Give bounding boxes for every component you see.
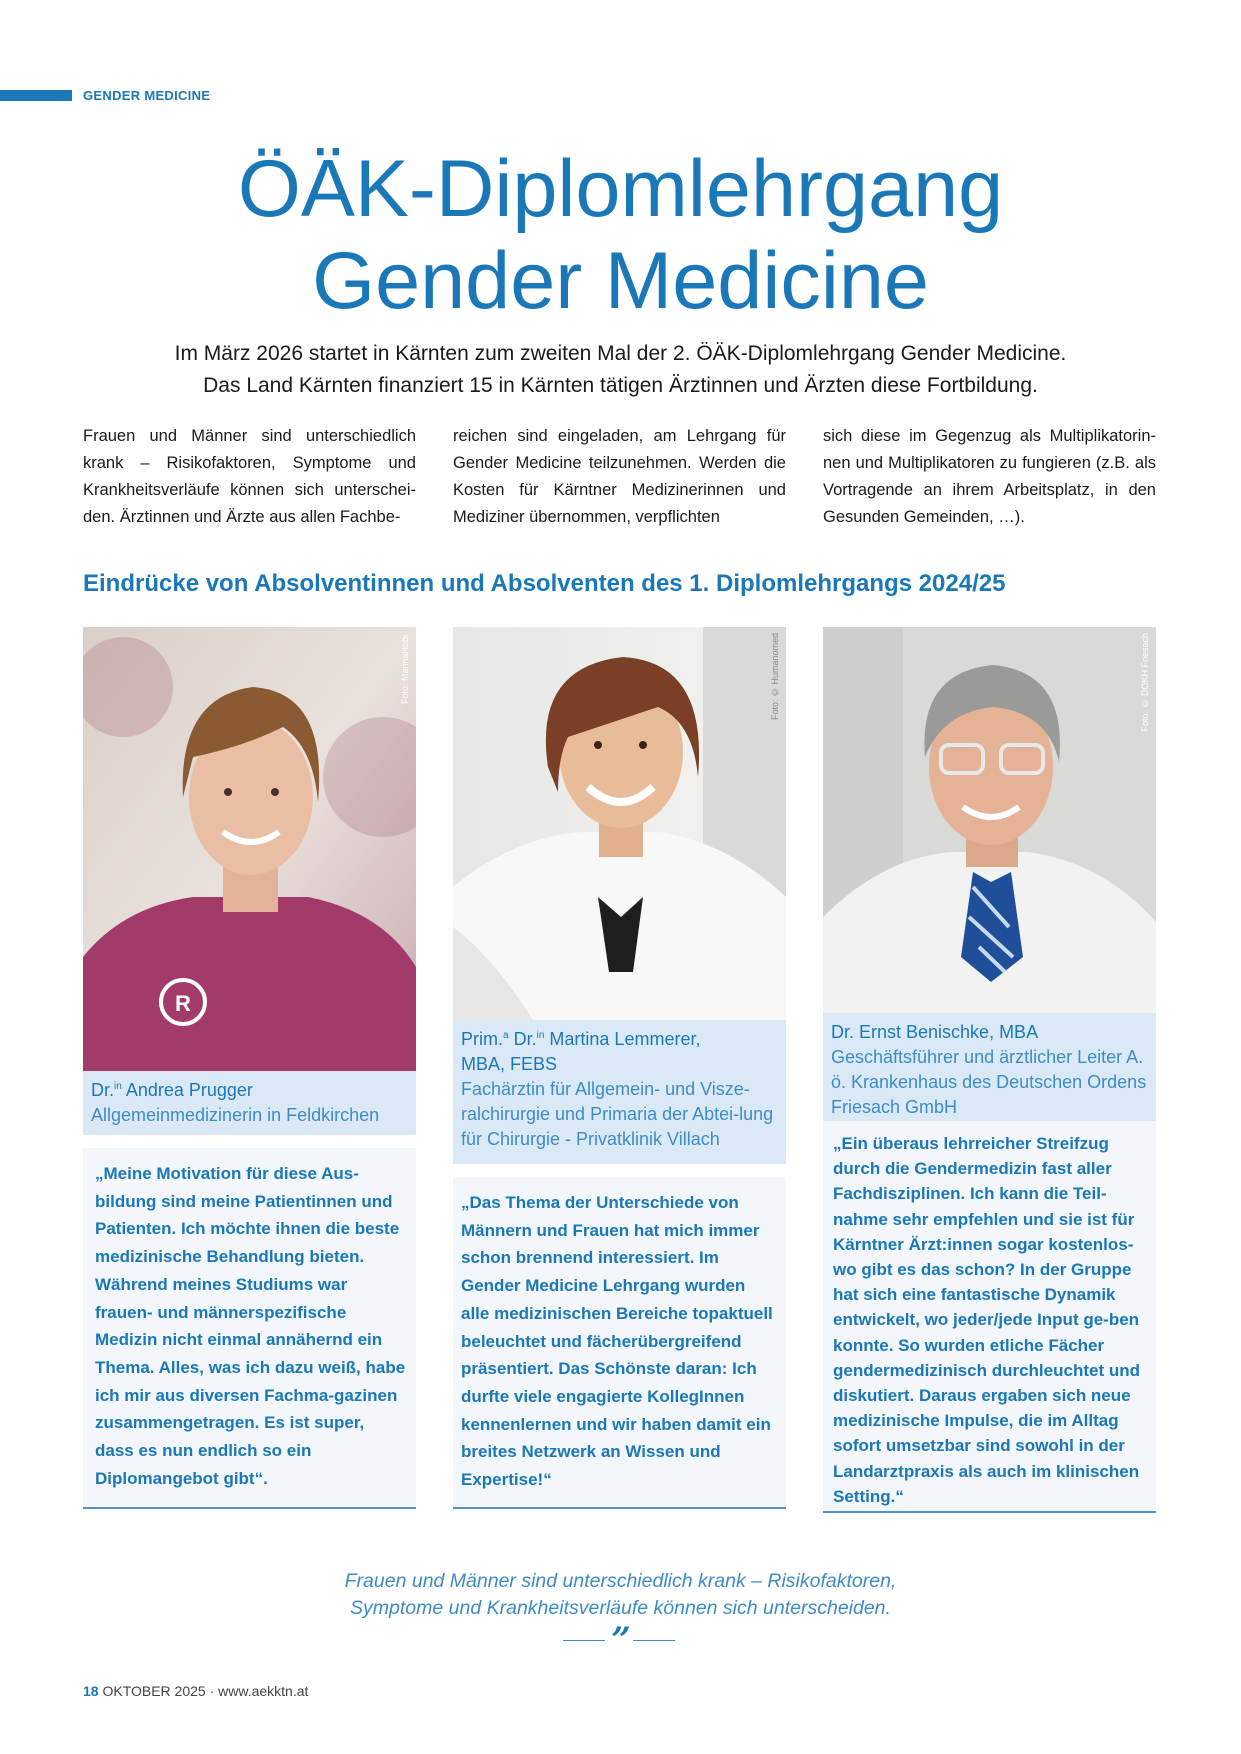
pull-quote-rule-right — [633, 1640, 675, 1641]
pull-quote-rule-left — [563, 1640, 605, 1641]
section-bar — [0, 90, 72, 101]
portrait-ernst-benischke — [823, 627, 1156, 1013]
quote-mark-icon: ” — [611, 1620, 631, 1660]
profile-3-name: Dr. Ernst Benischke, MBA — [831, 1022, 1039, 1042]
page-title — [0, 143, 1241, 327]
profile-2-name — [461, 1027, 778, 1052]
profile-2-name-text: Martina Lemmerer, — [549, 1029, 701, 1049]
profile-1-namebox — [83, 1071, 416, 1135]
profile-2-title-1: Prim. — [461, 1029, 503, 1049]
profile-2-name-line-2: MBA, FEBS — [461, 1054, 558, 1074]
profile-3-namebox — [823, 1013, 1156, 1121]
footer-text: OKTOBER 2025 · www.aekktn.at — [102, 1683, 309, 1699]
profile-1-quote: „Meine Motivation für diese Aus-bildung sind meine Patientinnen und Patienten. Ich möchte ihnen die beste medizinische Behandlung bieten. Während meines Studiums war frauen- und männerspezifische Medizin nicht einmal annähernd ein Thema. Alles, was ich dazu weiß, habe ich mir aus diversen Fachma-gazinen zusammengetragen. Es ist super, dass es nun endlich so ein Diplomangebot gibt“. — [83, 1148, 416, 1509]
portrait-andrea-prugger — [83, 627, 416, 1071]
lead-line-1: Im März 2026 startet in Kärnten zum zweiten Mal der 2. ÖÄK-Diplomlehrgang Gender Medicine. — [174, 342, 1067, 365]
profile-2-title-2: Dr. — [513, 1029, 537, 1049]
profile-1-title-sup: in — [114, 1081, 122, 1092]
photo-credit-1: Foto: MarinaHobi — [400, 635, 410, 705]
section-label: GENDER MEDICINE — [83, 88, 211, 103]
profile-2-namebox — [453, 1020, 786, 1164]
pull-quote-line-2: Symptome und Krankheitsverläufe können sich unterscheiden. — [350, 1597, 891, 1619]
intro-column-2: reichen sind eingeladen, am Lehrgang für Gender Medicine teilzunehmen. Werden die Kosten für Kärntner Medizinerinnen und Mediziner übernommen, verpflichten — [453, 427, 786, 526]
profile-2-title-sup-1: a — [503, 1030, 509, 1041]
profile-1-title: Dr. — [91, 1080, 115, 1100]
lead-line-2: Das Land Kärnten finanziert 15 in Kärnten tätigen Ärztinnen und Ärzten diese Fortbildung. — [203, 374, 1038, 397]
profile-1-role: Allgemeinmedizinerin in Feldkirchen — [91, 1105, 380, 1125]
profile-3-role: Geschäftsführer und ärztlicher Leiter A. ö. Krankenhaus des Deutschen Ordens Friesach GmbH — [831, 1047, 1147, 1117]
intro-column-3: sich diese im Gegenzug als Multiplikatorin-nen und Multiplikatoren zu fungieren (z.B. als Vortragende an ihrem Arbeitsplatz, in den Gesunden Gemeinden, …). — [823, 427, 1156, 526]
portrait-martina-lemmerer — [453, 627, 786, 1020]
profile-3-quote: „Ein überaus lehrreicher Streifzug durch die Gendermedizin fast aller Fachdisziplinen. Ich kann die Teil-nahme sehr empfehlen und sie ist für Kärntner Ärzt:innen sogar kostenlos-wo gibt es das schon? In der Gruppe hat sich eine fantastische Dynamik entwickelt, wo jeder/jede Input ge-ben konnte. So wurden etliche Fächer gendermedizinisch durchleuchtet und diskutiert. Daraus ergaben sich neue medizinische Impulse, die im Alltag sofort umsetzbar sind sowohl in der Landarztpraxis als auch im klinischen Setting.“ — [823, 1121, 1156, 1513]
svg-text:R: R — [175, 991, 191, 1016]
profile-2-role: Fachärztin für Allgemein- und Visze-ralchirurgie und Primaria der Abtei-lung für Chirurgie - Privatklinik Villach — [461, 1079, 774, 1149]
profile-2-title-sup-2: in — [536, 1030, 545, 1041]
page-title-line-1: ÖÄK-Diplomlehrgang — [237, 144, 1004, 234]
page-number: 18 — [83, 1683, 99, 1699]
pull-quote-line-1: Frauen und Männer sind unterschiedlich krank – Risikofaktoren, — [344, 1570, 897, 1592]
lead-paragraph — [80, 338, 1161, 402]
photo-credit-2: Foto: © Humanomed — [770, 633, 780, 721]
page-footer — [83, 1683, 308, 1699]
section-subheading: Eindrücke von Absolventinnen und Absolventen des 1. Diplomlehrgangs 2024/25 — [83, 570, 1006, 597]
page-title-line-2: Gender Medicine — [312, 236, 929, 326]
pull-quote — [260, 1568, 981, 1622]
profile-1-name — [91, 1078, 408, 1103]
profile-2-quote: „Das Thema der Unterschiede von Männern und Frauen hat mich immer schon brennend interessiert. Im Gender Medicine Lehrgang wurden alle medizinischen Bereiche topaktuell beleuchtet und fächerübergreifend präsentiert. Das Schönste daran: Ich durfte viele engagierte KollegInnen kennenlernen und wir haben damit ein breites Netzwerk an Wissen und Expertise!“ — [453, 1177, 786, 1509]
intro-column-1: Frauen und Männer sind unterschiedlich krank – Risikofaktoren, Symptome und Krankheitsverläufe können sich unterschei-den. Ärztinnen und Ärzte aus allen Fachbe- — [83, 427, 416, 526]
photo-credit-3: Foto: © DOKH Friesach — [1140, 633, 1150, 732]
profile-1-name-text: Andrea Prugger — [125, 1080, 253, 1100]
